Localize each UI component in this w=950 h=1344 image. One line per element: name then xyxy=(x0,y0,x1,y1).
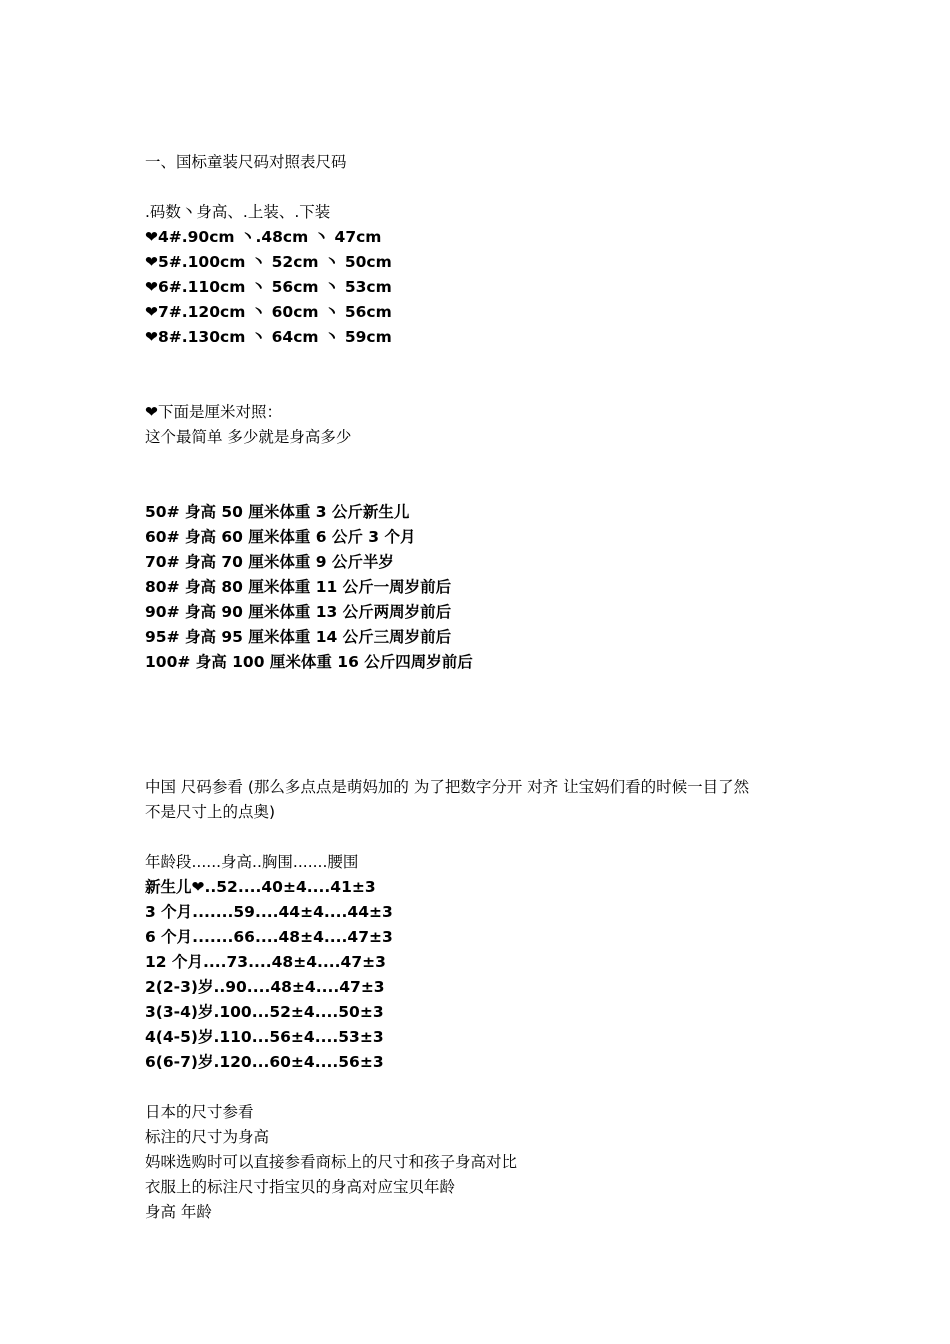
spacer xyxy=(145,1075,845,1100)
spacer xyxy=(145,825,845,850)
cm-row: 50# 身高 50 厘米体重 3 公斤新生儿 xyxy=(145,503,410,521)
china-size-row: 4(4-5)岁.110...56±4....53±3 xyxy=(145,1028,384,1046)
section4-line: 妈咪选购时可以直接参看商标上的尺寸和孩子身高对比 xyxy=(145,1153,518,1171)
section2-heading: ❤下面是厘米对照： xyxy=(145,403,282,421)
size-row: ❤5#.100cm 丶 52cm 丶 50cm xyxy=(145,253,392,271)
china-size-row: 3 个月.......59....44±4....44±3 xyxy=(145,903,393,921)
spacer xyxy=(145,175,845,200)
china-size-row: 3(3-4)岁.100...52±4....50±3 xyxy=(145,1003,384,1021)
spacer xyxy=(145,675,845,775)
section3-intro-cont: 不是尺寸上的点奥) xyxy=(145,803,276,821)
cm-row: 90# 身高 90 厘米体重 13 公斤两周岁前后 xyxy=(145,603,452,621)
china-size-row: 新生儿❤..52....40±4....41±3 xyxy=(145,878,376,896)
section2-note: 这个最简单 多少就是身高多少 xyxy=(145,428,352,446)
china-size-row: 6(6-7)岁.120...60±4....56±3 xyxy=(145,1053,384,1071)
section4-line: 标注的尺寸为身高 xyxy=(145,1128,270,1146)
cm-row: 60# 身高 60 厘米体重 6 公斤 3 个月 xyxy=(145,528,416,546)
section4-line: 身高 年龄 xyxy=(145,1203,212,1221)
size-row: ❤6#.110cm 丶 56cm 丶 53cm xyxy=(145,278,392,296)
cm-row: 100# 身高 100 厘米体重 16 公斤四周岁前后 xyxy=(145,653,473,671)
section1-header: .码数丶身高、.上装、.下装 xyxy=(145,203,331,221)
section4-line: 衣服上的标注尺寸指宝贝的身高对应宝贝年龄 xyxy=(145,1178,456,1196)
section3-intro: 中国 尺码参看 (那么多点点是萌妈加的 为了把数字分开 对齐 让宝妈们看的时候一目了然 xyxy=(145,778,750,796)
size-row: ❤8#.130cm 丶 64cm 丶 59cm xyxy=(145,328,392,346)
spacer xyxy=(145,350,845,400)
china-size-row: 6 个月.......66....48±4....47±3 xyxy=(145,928,393,946)
size-row: ❤7#.120cm 丶 60cm 丶 56cm xyxy=(145,303,392,321)
section3-header: 年龄段......身高..胸围.......腰围 xyxy=(145,853,359,871)
cm-row: 95# 身高 95 厘米体重 14 公斤三周岁前后 xyxy=(145,628,452,646)
spacer xyxy=(145,450,845,500)
section4-line: 日本的尺寸参看 xyxy=(145,1103,254,1121)
china-size-row: 12 个月....73....48±4....47±3 xyxy=(145,953,386,971)
size-row: ❤4#.90cm 丶.48cm 丶 47cm xyxy=(145,228,382,246)
document-page xyxy=(145,150,845,1225)
cm-row: 70# 身高 70 厘米体重 9 公斤半岁 xyxy=(145,553,394,571)
section1-title: 一、国标童装尺码对照表尺码 xyxy=(145,153,347,171)
china-size-row: 2(2-3)岁..90....48±4....47±3 xyxy=(145,978,385,996)
cm-row: 80# 身高 80 厘米体重 11 公斤一周岁前后 xyxy=(145,578,452,596)
